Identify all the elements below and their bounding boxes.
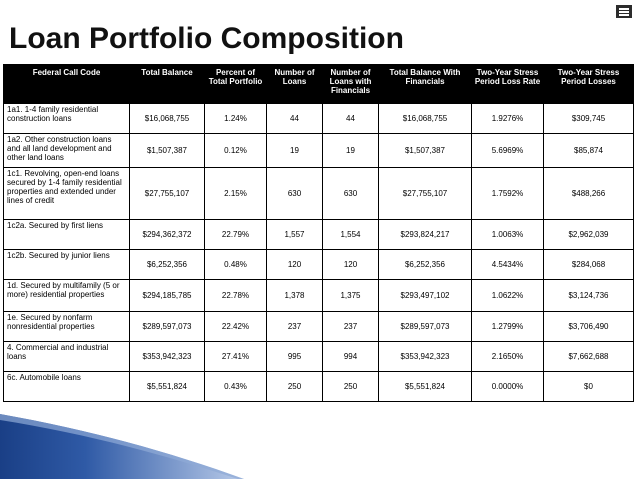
losses-cell: $488,266 xyxy=(544,168,634,220)
total-balance-cell: $5,551,824 xyxy=(130,372,205,402)
total-balance-cell: $353,942,323 xyxy=(130,342,205,372)
loss-rate-cell: 2.1650% xyxy=(472,342,544,372)
call-code-cell: 6c. Automobile loans xyxy=(4,372,130,402)
loans-with-financials-cell: 1,375 xyxy=(323,280,379,312)
losses-cell: $309,745 xyxy=(544,104,634,134)
call-code-cell: 1e. Secured by nonfarm nonresidential properties xyxy=(4,312,130,342)
loss-rate-cell: 4.5434% xyxy=(472,250,544,280)
column-header: Number of Loans xyxy=(267,65,323,104)
loans-with-financials-cell: 1,554 xyxy=(323,220,379,250)
percent-cell: 2.15% xyxy=(205,168,267,220)
total-balance-cell: $294,362,372 xyxy=(130,220,205,250)
loans-with-financials-cell: 44 xyxy=(323,104,379,134)
percent-cell: 22.42% xyxy=(205,312,267,342)
portfolio-table-container xyxy=(3,64,633,410)
percent-cell: 0.12% xyxy=(205,134,267,168)
table-row xyxy=(4,134,634,168)
loans-with-financials-cell: 19 xyxy=(323,134,379,168)
loans-with-financials-cell: 630 xyxy=(323,168,379,220)
loss-rate-cell: 1.2799% xyxy=(472,312,544,342)
balance-with-financials-cell: $16,068,755 xyxy=(379,104,472,134)
loan-count-cell: 44 xyxy=(267,104,323,134)
percent-cell: 0.43% xyxy=(205,372,267,402)
loss-rate-cell: 1.0063% xyxy=(472,220,544,250)
loans-with-financials-cell: 250 xyxy=(323,372,379,402)
balance-with-financials-cell: $27,755,107 xyxy=(379,168,472,220)
table-row xyxy=(4,280,634,312)
decorative-swoosh xyxy=(0,400,638,479)
column-header: Two-Year Stress Period Losses xyxy=(544,65,634,104)
total-balance-cell: $16,068,755 xyxy=(130,104,205,134)
table-header-row xyxy=(4,65,634,104)
loss-rate-cell: 1.9276% xyxy=(472,104,544,134)
loss-rate-cell: 0.0000% xyxy=(472,372,544,402)
losses-cell: $3,124,736 xyxy=(544,280,634,312)
column-header: Percent of Total Portfolio xyxy=(205,65,267,104)
column-header: Total Balance xyxy=(130,65,205,104)
call-code-cell: 4. Commercial and industrial loans xyxy=(4,342,130,372)
percent-cell: 0.48% xyxy=(205,250,267,280)
total-balance-cell: $1,507,387 xyxy=(130,134,205,168)
total-balance-cell: $294,185,785 xyxy=(130,280,205,312)
loss-rate-cell: 1.0622% xyxy=(472,280,544,312)
balance-with-financials-cell: $6,252,356 xyxy=(379,250,472,280)
loan-portfolio-table xyxy=(3,64,634,402)
total-balance-cell: $6,252,356 xyxy=(130,250,205,280)
slide-title: Loan Portfolio Composition xyxy=(9,22,404,55)
balance-with-financials-cell: $353,942,323 xyxy=(379,342,472,372)
loss-rate-cell: 5.6969% xyxy=(472,134,544,168)
table-row xyxy=(4,250,634,280)
percent-cell: 1.24% xyxy=(205,104,267,134)
balance-with-financials-cell: $1,507,387 xyxy=(379,134,472,168)
total-balance-cell: $289,597,073 xyxy=(130,312,205,342)
loan-count-cell: 19 xyxy=(267,134,323,168)
loan-count-cell: 995 xyxy=(267,342,323,372)
losses-cell: $7,662,688 xyxy=(544,342,634,372)
losses-cell: $2,962,039 xyxy=(544,220,634,250)
loan-count-cell: 250 xyxy=(267,372,323,402)
balance-with-financials-cell: $5,551,824 xyxy=(379,372,472,402)
column-header: Two-Year Stress Period Loss Rate xyxy=(472,65,544,104)
call-code-cell: 1d. Secured by multifamily (5 or more) residential properties xyxy=(4,280,130,312)
table-row xyxy=(4,312,634,342)
loan-count-cell: 1,378 xyxy=(267,280,323,312)
percent-cell: 22.79% xyxy=(205,220,267,250)
table-row xyxy=(4,104,634,134)
call-code-cell: 1a1. 1-4 family residential construction loans xyxy=(4,104,130,134)
table-row xyxy=(4,372,634,402)
balance-with-financials-cell: $289,597,073 xyxy=(379,312,472,342)
column-header: Total Balance With Financials xyxy=(379,65,472,104)
call-code-cell: 1c2b. Secured by junior liens xyxy=(4,250,130,280)
call-code-cell: 1c1. Revolving, open-end loans secured by 1-4 family residential properties and extended under lines of credit xyxy=(4,168,130,220)
balance-with-financials-cell: $293,824,217 xyxy=(379,220,472,250)
balance-with-financials-cell: $293,497,102 xyxy=(379,280,472,312)
column-header: Federal Call Code xyxy=(4,65,130,104)
menu-icon[interactable] xyxy=(616,5,632,18)
loan-count-cell: 237 xyxy=(267,312,323,342)
column-header: Number of Loans with Financials xyxy=(323,65,379,104)
loans-with-financials-cell: 237 xyxy=(323,312,379,342)
call-code-cell: 1c2a. Secured by first liens xyxy=(4,220,130,250)
losses-cell: $3,706,490 xyxy=(544,312,634,342)
percent-cell: 27.41% xyxy=(205,342,267,372)
loans-with-financials-cell: 994 xyxy=(323,342,379,372)
losses-cell: $0 xyxy=(544,372,634,402)
losses-cell: $284,068 xyxy=(544,250,634,280)
table-row xyxy=(4,168,634,220)
loan-count-cell: 120 xyxy=(267,250,323,280)
call-code-cell: 1a2. Other construction loans and all land development and other land loans xyxy=(4,134,130,168)
loans-with-financials-cell: 120 xyxy=(323,250,379,280)
table-row xyxy=(4,342,634,372)
table-row xyxy=(4,220,634,250)
total-balance-cell: $27,755,107 xyxy=(130,168,205,220)
percent-cell: 22.78% xyxy=(205,280,267,312)
loan-count-cell: 1,557 xyxy=(267,220,323,250)
loss-rate-cell: 1.7592% xyxy=(472,168,544,220)
loan-count-cell: 630 xyxy=(267,168,323,220)
losses-cell: $85,874 xyxy=(544,134,634,168)
